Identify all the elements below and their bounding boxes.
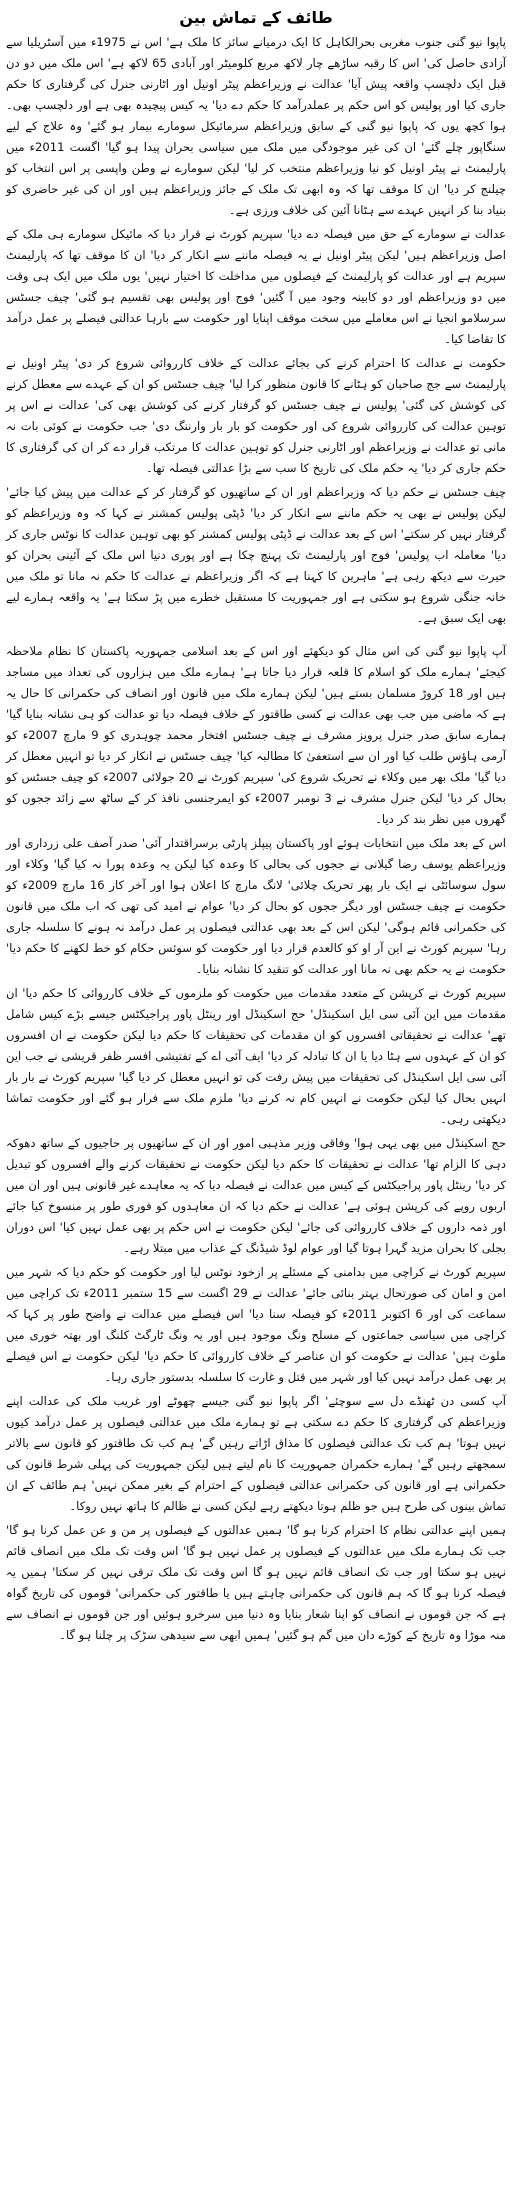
paragraph-6: اس کے بعد ملک میں انتخابات ہوئے اور پاکستان پیپلز پارٹی برسراقتدار آئی' صدر آصف علی زرداری اور وزیراعظم یوسف رضا گیلانی نے ججوں کی بحالی کا وعدہ کیا لیکن یہ وعدہ پورا نہ کیا گیا' وکلاء اور سول سوسائٹی نے ایک بار پھر تحریک چلائی' لانگ مارچ کا اعلان ہوا اور آخر کار 16 مارچ 2009ء کو حکومت نے چیف جسٹس اور دیگر ججوں کو بحال کر دیا' عوام نے امید کی تھی کہ اب ملک میں قانون کی حکمرانی قائم ہوگی' لیکن اس کے بعد بھی عدالتی فیصلوں پر عمل درآمد نہ ہونے کا سلسلہ جاری رہا' سپریم کورٹ نے این آر او کو کالعدم قرار دیا اور حکومت کو سوئس حکام کو خط لکھنے کا حکم دیا' حکومت نے یہ حکم بھی نہ مانا اور عدالت کو تنقید کا نشانہ بنایا۔ <box>6 836 506 976</box>
paragraph-9: سپریم کورٹ نے کراچی میں بدامنی کے مسئلے پر ازخود نوٹس لیا اور حکومت کو حکم دیا کہ شہر میں امن و امان کی صورتحال بہتر بنائی جائے' عدالت نے 29 اگست سے 15 ستمبر 2011ء تک کراچی میں سماعت کی اور 6 اکتوبر 2011ء کو فیصلہ سنا دیا' اس فیصلے میں عدالت نے واضح طور پر کہا کہ کراچی میں سیاسی جماعتوں کے مسلح ونگ موجود ہیں اور یہ ونگ ٹارگٹ کلنگ اور بھتہ خوری میں ملوث ہیں' عدالت نے حکومت کو ان عناصر کے خلاف کارروائی کا حکم دیا' لیکن حکومت نے اس فیصلے پر بھی عمل درآمد نہیں کیا اور شہر میں قتل و غارت کا سلسلہ بدستور جاری رہا۔ <box>6 1265 506 1384</box>
paragraph-3: حکومت نے عدالت کا احترام کرنے کی بجائے عدالت کے خلاف کارروائی شروع کر دی' پیٹر اونیل نے پارلیمنٹ سے جج صاحبان کو ہٹانے کا قانون منظور کرا لیا' چیف جسٹس کو ان کے عہدے سے معطل کرنے کی کوشش کی گئی' پولیس نے چیف جسٹس کو گرفتار کرنے کی کوشش بھی کی' عدالت نے اس پر توہین عدالت کی کارروائی شروع کی اور حکومت کو بار بار وارننگ دی' جب حکومت نے کوئی بات نہ مانی تو عدالت نے وزیراعظم اور اٹارنی جنرل کو توہین عدالت کا مرتکب قرار دے کر ان کی گرفتاری کا حکم جاری کر دیا' یہ حکم ملک کی تاریخ کا سب سے بڑا عدالتی فیصلہ تھا۔ <box>6 356 506 475</box>
paragraph-1: پاپوا نیو گنی جنوب مغربی بحرالکاہل کا ایک درمیانے سائز کا ملک ہے' اس نے 1975ء میں آسٹریلیا سے آزادی حاصل کی' اس کا رقبہ ساڑھے چار لاکھ مربع کلومیٹر اور آبادی 65 لاکھ ہے' اس ملک میں دو دن قبل ایک دلچسپ واقعہ پیش آیا' عدالت نے وزیراعظم پیٹر اونیل اور اٹارنی جنرل کی گرفتاری کا حکم جاری کیا اور پولیس کو اس حکم پر عملدرآمد کا حکم دے دیا' یہ کیس پیچیدہ بھی ہے اور دلچسپ بھی۔ ہوا کچھ یوں کہ پاپوا نیو گنی کے سابق وزیراعظم سرمائیکل سومارے بیمار ہو گئے' وہ علاج کے لیے سنگاپور چلے گئے' ان کی غیر موجودگی میں ملک میں سیاسی بحران پیدا ہو گیا' اگست 2011ء میں پارلیمنٹ نے پیٹر اونیل کو نیا وزیراعظم منتخب کر لیا' لیکن سومارے نے وطن واپسی پر اس انتخاب کو چیلنج کر دیا' ان کا موقف تھا کہ وہ ابھی تک ملک کے جائز وزیراعظم ہیں اور ان کی غیر حاضری کو بنیاد بنا کر انہیں عہدے سے ہٹانا آئین کی خلاف ورزی ہے۔ <box>6 35 507 217</box>
paragraph-8: حج اسکینڈل میں بھی یہی ہوا' وفاقی وزیر مذہبی امور اور ان کے ساتھیوں پر حاجیوں کے ساتھ دھوکہ دہی کا الزام تھا' عدالت نے تحقیقات کا حکم دیا لیکن حکومت نے تحقیقات کرنے والے افسروں کو تبدیل کر دیا' رینٹل پاور پراجیکٹس کے کیس میں عدالت نے فیصلہ دیا کہ یہ معاہدے غیر قانونی ہیں اور ان میں اربوں روپے کی کرپشن ہوئی ہے' عدالت نے حکم دیا کہ ان معاہدوں کو فوری طور پر منسوخ کیا جائے اور ذمہ داروں کے خلاف کارروائی کی جائے' لیکن حکومت نے اس حکم پر بھی عمل نہیں کیا' اس دوران بجلی کا بحران مزید گہرا ہوتا گیا اور عوام لوڈ شیڈنگ کے عذاب میں مبتلا رہے۔ <box>6 1136 506 1255</box>
paragraph-5: آپ پاپوا نیو گنی کی اس مثال کو دیکھئے اور اس کے بعد اسلامی جمہوریہ پاکستان کا نظام ملاحظہ کیجئے' ہمارے ملک کو اسلام کا قلعہ قرار دیا جاتا ہے' ہمارے ملک میں ہزاروں کی تعداد میں مساجد ہیں اور 18 کروڑ مسلمان بستے ہیں' لیکن ہمارے ملک میں قانون اور انصاف کی حکمرانی کا حال یہ ہے کہ ماضی میں جب بھی عدالت نے کسی طاقتور کے خلاف فیصلہ دیا تو عدالت کو ہی نشانہ بنایا گیا' ہمارے سابق صدر جنرل پرویز مشرف نے چیف جسٹس افتخار محمد چوہدری کو 9 مارچ 2007ء کو آرمی ہاؤس طلب کیا اور ان سے استعفیٰ کا مطالبہ کیا' چیف جسٹس نے انکار کر دیا تو انہیں معطل کر دیا گیا' ملک بھر میں وکلاء نے تحریک شروع کی' سپریم کورٹ نے 20 جولائی 2007ء کو چیف جسٹس کو بحال کر دیا' لیکن جنرل مشرف نے 3 نومبر 2007ء کو ایمرجنسی نافذ کر کے ساٹھ سے زائد ججوں کو گھروں میں نظر بند کر دیا۔ <box>6 644 507 826</box>
article-body <box>6 32 506 1646</box>
paragraph-11: ہمیں اپنے عدالتی نظام کا احترام کرنا ہو گا' ہمیں عدالتوں کے فیصلوں پر من و عن عمل کرنا ہو گا' جب تک ہمارے ملک میں عدالتوں کے فیصلوں پر عمل نہیں ہو گا' اس وقت تک ملک میں انصاف قائم نہیں ہو سکتا اور جب تک انصاف قائم نہیں ہو گا اس وقت تک ملک ترقی نہیں کر سکتا' ہمیں یہ فیصلہ کرنا ہو گا کہ ہم قانون کی حکمرانی چاہتے ہیں یا طاقتور کی حکمرانی' قوموں کی تاریخ گواہ ہے کہ جن قوموں نے انصاف کو اپنا شعار بنایا وہ دنیا میں سرخرو ہوئیں اور جن قوموں نے انصاف سے منہ موڑا وہ تاریخ کے کوڑے دان میں گم ہو گئیں' ہمیں ابھی سے سیدھی سڑک پر چلنا ہو گا۔ <box>6 1523 506 1642</box>
paragraph-4: چیف جسٹس نے حکم دیا کہ وزیراعظم اور ان کے ساتھیوں کو گرفتار کر کے عدالت میں پیش کیا جائے' لیکن پولیس نے بھی یہ حکم ماننے سے انکار کر دیا' ڈپٹی پولیس کمشنر نے کہا کہ وہ وزیراعظم کو گرفتار نہیں کر سکتے' اس کے بعد عدالت نے ڈپٹی پولیس کمشنر کو بھی توہین عدالت کا نوٹس جاری کر دیا' معاملہ اب پولیس' فوج اور پارلیمنٹ تک پہنچ چکا ہے اور پوری دنیا اس ملک کے آئینی بحران کو حیرت سے دیکھ رہی ہے' ماہرین کا کہنا ہے کہ اگر وزیراعظم نے عدالت کا حکم نہ مانا تو ملک میں خانہ جنگی شروع ہو سکتی ہے اور جمہوریت کا مستقبل خطرے میں پڑ سکتا ہے' یہ واقعہ ہمارے لیے بھی ایک سبق ہے۔ <box>6 485 506 625</box>
paragraph-10: آپ کسی دن ٹھنڈے دل سے سوچئے' اگر پاپوا نیو گنی جیسے چھوٹے اور غریب ملک کی عدالت اپنے وزیراعظم کی گرفتاری کا حکم دے سکتی ہے تو ہمارے ملک میں عدالتی فیصلوں پر عمل درآمد کیوں نہیں ہوتا' ہم کب تک عدالتی فیصلوں کا مذاق اڑاتے رہیں گے' ہم کب تک طاقتور کو قانون سے بالاتر سمجھتے رہیں گے' ہمارے حکمران جمہوریت کا نام لیتے ہیں لیکن جمہوریت کی پہلی شرط قانون کی حکمرانی ہے اور قانون کی حکمرانی عدالتی فیصلوں کے احترام کے بغیر ممکن نہیں' ہم طائف کے ان تماش بینوں کی طرح ہیں جو ظلم ہوتا دیکھتے رہے لیکن کسی نے ظالم کا ہاتھ نہیں روکا۔ <box>6 1394 506 1513</box>
paragraph-7: سپریم کورٹ نے کرپشن کے متعدد مقدمات میں حکومت کو ملزموں کے خلاف کارروائی کا حکم دیا' ان مقدمات میں این آئی سی ایل اسکینڈل' حج اسکینڈل اور رینٹل پاور پراجیکٹس جیسے بڑے کیس شامل تھے' عدالت نے تحقیقاتی افسروں کو ان مقدمات کی تحقیقات کا حکم دیا لیکن حکومت نے ان افسروں کو ان کے عہدوں سے ہٹا دیا یا ان کا تبادلہ کر دیا' ایف آئی اے کے تفتیشی افسر ظفر قریشی نے جب این آئی سی ایل اسکینڈل کی تحقیقات میں پیش رفت کی تو انہیں معطل کر دیا گیا' سپریم کورٹ نے بار بار انہیں بحال کیا لیکن حکومت نے انہیں کام نہ کرنے دیا' ملزم ملک سے فرار ہو گئے اور حکومت تماشا دیکھتی رہی۔ <box>6 986 506 1126</box>
headline-wrap <box>6 4 506 30</box>
headline: طائف کے تماش بین <box>179 8 333 27</box>
paragraph-2: عدالت نے سومارے کے حق میں فیصلہ دے دیا' سپریم کورٹ نے قرار دیا کہ مائیکل سومارے ہی ملک کے اصل وزیراعظم ہیں' لیکن پیٹر اونیل نے یہ فیصلہ ماننے سے انکار کر دیا' ان کا موقف تھا کہ پارلیمنٹ سپریم ہے اور عدالت کو پارلیمنٹ کے فیصلوں میں مداخلت کا اختیار نہیں' یوں ملک میں ایک ہی وقت میں دو وزیراعظم اور دو کابینہ وجود میں آ گئیں' فوج اور پولیس بھی تقسیم ہو گئی' چیف جسٹس سرسلامو انجیا نے اس معاملے میں سخت موقف اپنایا اور حکومت سے بارہا عدالتی فیصلے پر عمل درآمد کا تقاضا کیا۔ <box>6 227 506 346</box>
